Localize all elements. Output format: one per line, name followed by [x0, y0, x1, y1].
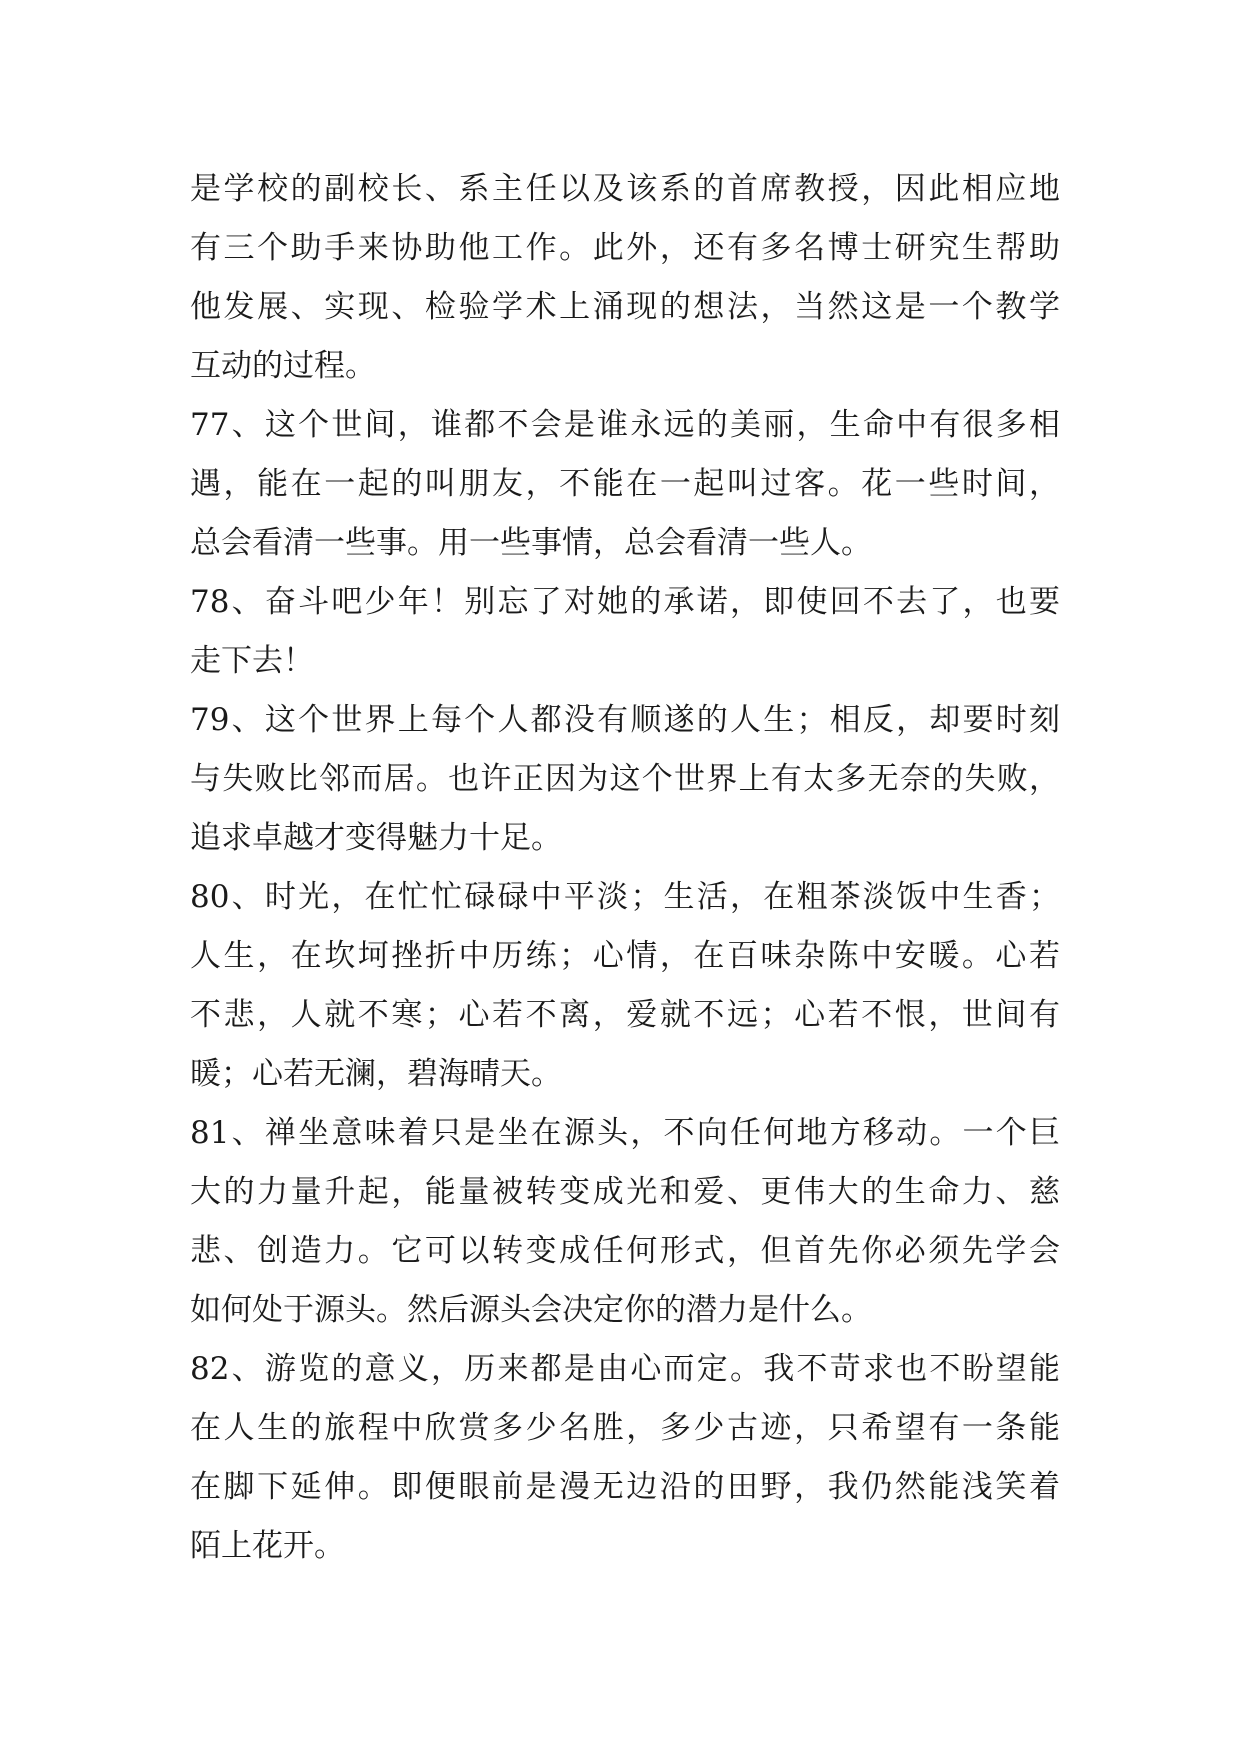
text-line: 陌上花开。	[190, 1528, 345, 1564]
text-line: 走下去！	[190, 643, 314, 679]
text-line: 80、时光，在忙忙碌碌中平淡；生活，在粗茶淡饭中生香；	[190, 879, 1060, 915]
text-line: 他发展、实现、检验学术上涌现的想法，当然这是一个教学	[190, 289, 1060, 325]
document-body	[190, 160, 1060, 1576]
paragraph-82	[190, 1340, 1060, 1576]
paragraph-78	[190, 573, 1060, 691]
text-line: 暖；心若无澜，碧海晴天。	[190, 1056, 562, 1092]
text-line: 79、这个世界上每个人都没有顺遂的人生；相反，却要时刻	[190, 702, 1060, 738]
text-line: 有三个助手来协助他工作。此外，还有多名博士研究生帮助	[190, 230, 1060, 266]
paragraph-77	[190, 396, 1060, 573]
text-line: 追求卓越才变得魅力十足。	[190, 820, 562, 856]
text-line: 在脚下延伸。即便眼前是漫无边沿的田野，我仍然能浅笑着	[190, 1469, 1060, 1505]
text-line: 78、奋斗吧少年！别忘了对她的承诺，即使回不去了，也要	[190, 584, 1060, 620]
text-line: 是学校的副校长、系主任以及该系的首席教授，因此相应地	[190, 171, 1060, 207]
text-line: 如何处于源头。然后源头会决定你的潜力是什么。	[190, 1292, 872, 1328]
text-line: 遇，能在一起的叫朋友，不能在一起叫过客。花一些时间，	[190, 466, 1060, 502]
text-line: 大的力量升起，能量被转变成光和爱、更伟大的生命力、慈	[190, 1174, 1060, 1210]
text-line: 总会看清一些事。用一些事情，总会看清一些人。	[190, 525, 872, 561]
text-line: 不悲，人就不寒；心若不离，爱就不远；心若不恨，世间有	[190, 997, 1060, 1033]
paragraph-81	[190, 1104, 1060, 1340]
paragraph-79	[190, 691, 1060, 868]
text-line: 人生，在坎坷挫折中历练；心情，在百味杂陈中安暖。心若	[190, 938, 1060, 974]
text-line: 与失败比邻而居。也许正因为这个世界上有太多无奈的失败，	[190, 761, 1060, 797]
text-line: 77、这个世间，谁都不会是谁永远的美丽，生命中有很多相	[190, 407, 1060, 443]
text-line: 81、禅坐意味着只是坐在源头，不向任何地方移动。一个巨	[190, 1115, 1060, 1151]
text-line: 悲、创造力。它可以转变成任何形式，但首先你必须先学会	[190, 1233, 1060, 1269]
paragraph-80	[190, 868, 1060, 1104]
text-line: 在人生的旅程中欣赏多少名胜，多少古迹，只希望有一条能	[190, 1410, 1060, 1446]
text-line: 互动的过程。	[190, 348, 376, 384]
text-line: 82、游览的意义，历来都是由心而定。我不苛求也不盼望能	[190, 1351, 1060, 1387]
paragraph-continued	[190, 160, 1060, 396]
